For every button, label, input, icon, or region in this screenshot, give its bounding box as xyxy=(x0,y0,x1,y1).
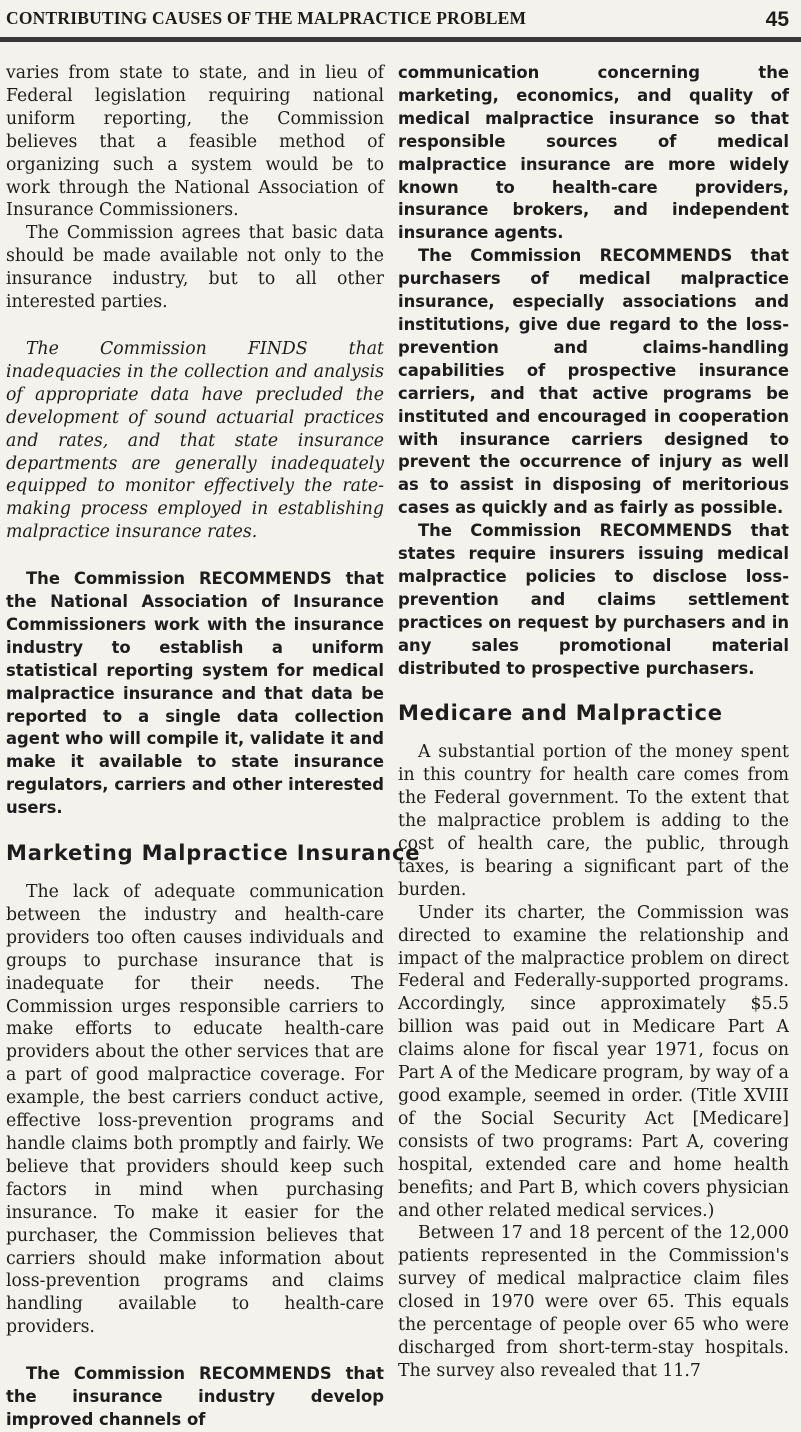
paragraph: The Commission agrees that basic data should be made available not only to the insurance industry, but to all other interested parties. xyxy=(6,223,384,313)
page-header xyxy=(0,0,801,56)
right-column xyxy=(398,62,789,1383)
recommendation-statement: The Commission RECOMMENDS that purchasers of medical malpractice insurance, especially associations and institutions, give due regard to the loss-prevention and claims-handling capabilities of prospective insurance carriers, and that active programs be instituted and encouraged in cooperation with insurance carriers designed to prevent the occurrence of injury as well as to assist in disposing of meritorious cases as quickly and as fairly as possible. xyxy=(398,246,789,518)
paragraph-continuation: varies from state to state, and in lieu of Federal legislation requiring national uniform reporting, the Commission believes that a feasible method of organizing such a system would be to work through the National Association of Insurance Commissioners. xyxy=(6,63,384,221)
finding-statement: The Commission FINDS that inadequacies in the collection and analysis of appropriate data have precluded the development of sound actuarial practices and rates, and that state insurance departments are generally inadequately equipped to monitor effectively the rate-making process employed in establishing malpractice insurance rates. xyxy=(6,338,384,543)
running-head: CONTRIBUTING CAUSES OF THE MALPRACTICE PROBLEM xyxy=(6,8,527,28)
recommendation-statement: The Commission RECOMMENDS that the insurance industry develop improved channels of xyxy=(6,1364,384,1429)
paragraph: The lack of adequate communication between the industry and health-care providers too often causes individuals and groups to purchase insurance that is inadequate for their needs. The Commission urges responsible carriers to make efforts to educate health-care providers about the other services that are a part of good malpractice coverage. For example, the best carriers conduct active, effective loss-prevention programs and handle claims both promptly and fairly. We believe that providers should keep such factors in mind when purchasing insurance. To make it easier for the purchaser, the Commission believes that carriers should make information about loss-prevention programs and claims handling available to health-care providers. xyxy=(6,882,384,1338)
page-number: 45 xyxy=(765,8,789,31)
section-heading: Marketing Malpractice Insurance xyxy=(6,841,421,866)
paragraph: Under its charter, the Commission was directed to examine the relationship and impact of the malpractice problem on direct Federal and Federally-supported programs. Accordingly, since approximately $5.5 billion was paid out in Medicare Part A claims alone for fiscal year 1971, focus on Part A of the Medicare program, by way of a good example, seemed in order. (Title XVIII of the Social Security Act [Medicare] consists of two programs: Part A, covering hospital, extended care and home health benefits; and Part B, which covers physician and other related medical services.) xyxy=(398,902,789,1221)
paragraph: Between 17 and 18 percent of the 12,000 patients represented in the Commission's survey of medical malpractice claim files closed in 1970 were over 65. This equals the percentage of people over 65 who were discharged from short-term-stay hospitals. The survey also revealed that 11.7 xyxy=(398,1223,789,1381)
header-rule xyxy=(0,37,801,42)
recommendation-statement: The Commission RECOMMENDS that the National Association of Insurance Commissioners work with the insurance industry to establish a uniform statistical reporting system for medical malpractice insurance and that data be reported to a single data collection agent who will compile it, validate it and make it available to state insurance regulators, carriers and other interested users. xyxy=(6,569,384,818)
section-heading: Medicare and Malpractice xyxy=(398,701,723,726)
paragraph: A substantial portion of the money spent in this country for health care comes from the Federal government. To the extent that the malpractice problem is adding to the cost of health care, the public, through taxes, is bearing a significant part of the burden. xyxy=(398,742,789,900)
recommendation-statement: The Commission RECOMMENDS that states require insurers issuing medical malpractice policies to disclose loss-prevention and claims settlement practices on request by purchasers and in any sales promotional material distributed to prospective purchasers. xyxy=(398,521,789,678)
recommendation-continuation: communication concerning the marketing, economics, and quality of medical malpractice insurance so that responsible sources of medical malpractice insurance are more widely known to health-care providers, insurance brokers, and independent insurance agents. xyxy=(398,63,789,243)
left-column xyxy=(6,62,421,1432)
